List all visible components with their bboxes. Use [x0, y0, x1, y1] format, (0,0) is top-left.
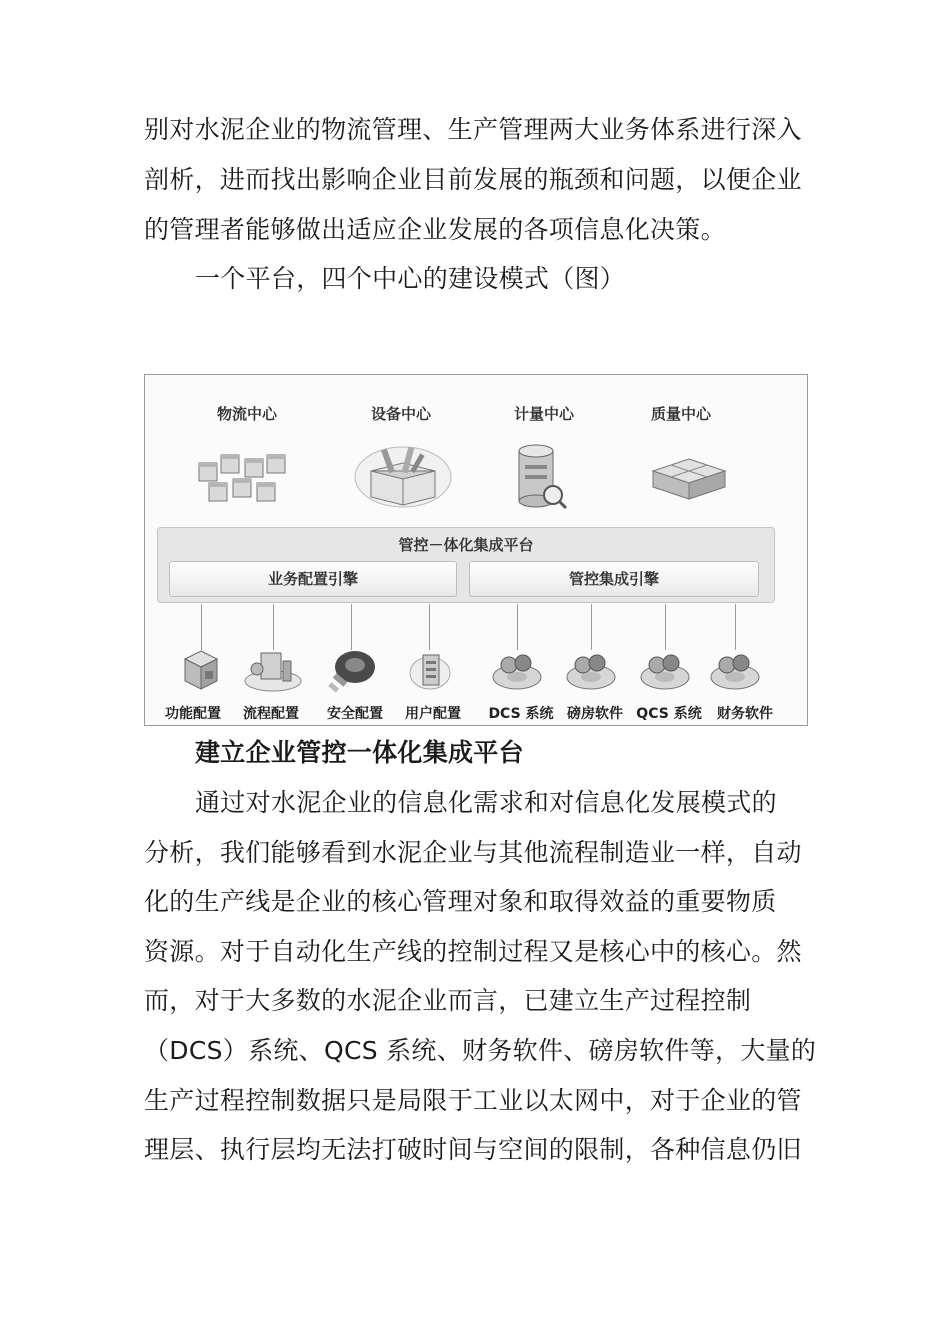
subsystem-label: 用户配置: [405, 706, 461, 722]
platform-diagram: [144, 374, 808, 726]
database-icon: [513, 441, 569, 511]
platform-title: 管控－体化集成平台: [398, 536, 534, 554]
subsystem-label: QCS 系统: [636, 706, 702, 722]
connector-line: [735, 604, 736, 650]
paragraph-line: 而，对于大多数的水泥企业而言，已建立生产过程控制: [144, 986, 752, 1015]
section-heading: 建立企业管控一体化集成平台: [195, 738, 524, 767]
dcs-system-icon: [491, 647, 543, 693]
paragraph-line: 剖析，进而找出影响企业目前发展的瓶颈和问题，以便企业: [144, 165, 802, 194]
center-label-equipment: 设备中心: [370, 405, 431, 423]
paragraph-line: 别对水泥企业的物流管理、生产管理两大业务体系进行深入: [144, 115, 802, 144]
paragraph-line: 通过对水泥企业的信息化需求和对信息化发展模式的: [195, 788, 777, 817]
subsystem-label: 磅房软件: [567, 706, 623, 722]
user-config-icon: [407, 647, 453, 693]
toolbox-icon: [351, 441, 455, 511]
figure-intro: 一个平台，四个中心的建设模式（图）: [195, 264, 626, 293]
connector-line: [273, 604, 274, 650]
subsystem-label: 财务软件: [717, 706, 773, 722]
paragraph-line: 生产过程控制数据只是局限于工业以太网中，对于企业的管: [144, 1086, 802, 1115]
control-integration-engine: 管控集成引擎: [469, 561, 759, 597]
finance-software-icon: [709, 647, 761, 693]
center-label-logistics: 物流中心: [216, 405, 277, 423]
key-icon: [325, 647, 381, 695]
process-config-icon: [243, 647, 303, 693]
connector-line: [429, 604, 430, 650]
blocks-icon: [647, 455, 731, 503]
paragraph-line: 理层、执行层均无法打破时间与空间的限制，各种信息仍旧: [144, 1135, 802, 1164]
subsystem-label: DCS 系统: [488, 706, 554, 722]
paragraph-line: 分析，我们能够看到水泥企业与其他流程制造业一样，自动: [144, 838, 802, 867]
center-label-quality: 质量中心: [650, 405, 711, 423]
cubes-icon: [193, 445, 293, 511]
center-label-metering: 计量中心: [513, 405, 574, 423]
paragraph-line: 资源。对于自动化生产线的控制过程又是核心中的核心。然: [144, 937, 802, 966]
paragraph-line: 的管理者能够做出适应企业发展的各项信息化决策。: [144, 215, 726, 244]
connector-line: [665, 604, 666, 650]
subsystem-label: 功能配置: [165, 706, 221, 722]
paragraph-line: 化的生产线是企业的核心管理对象和取得效益的重要物质: [144, 887, 777, 916]
qcs-system-icon: [639, 647, 691, 693]
connector-line: [201, 604, 202, 650]
connector-line: [351, 604, 352, 650]
weighbridge-software-icon: [565, 647, 617, 693]
subsystem-label: 流程配置: [243, 706, 299, 722]
connector-line: [517, 604, 518, 650]
subsystem-label: 安全配置: [327, 706, 383, 722]
connector-line: [591, 604, 592, 650]
paragraph-line: （DCS）系统、QCS 系统、财务软件、磅房软件等，大量的: [144, 1036, 817, 1065]
function-config-icon: [179, 647, 223, 693]
business-config-engine: 业务配置引擎: [169, 561, 457, 597]
